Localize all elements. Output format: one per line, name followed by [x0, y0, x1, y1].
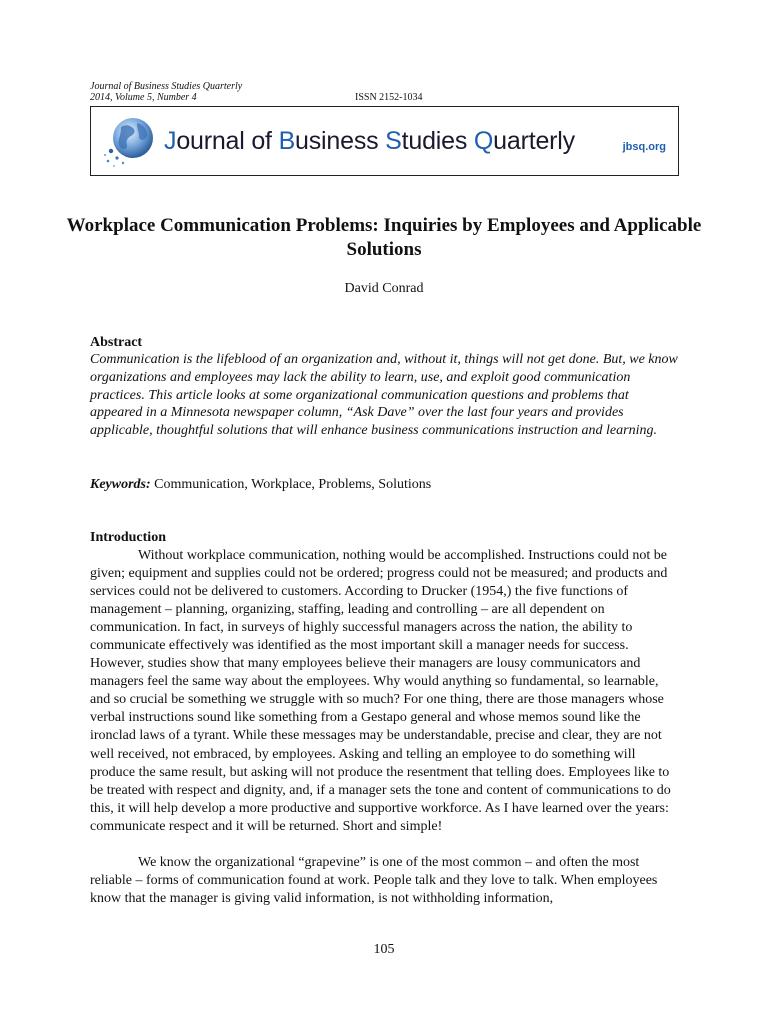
issn-label: ISSN 2152-1034 [355, 92, 423, 103]
keywords-line [90, 477, 680, 493]
abstract-heading: Abstract [90, 335, 143, 350]
keywords-label: Keywords: [90, 477, 151, 492]
volume-line: 2014, Volume 5, Number 4 [90, 92, 197, 103]
journal-name-line: Journal of Business Studies Quarterly [90, 81, 243, 92]
journal-banner [90, 106, 679, 176]
keywords-value: Communication, Workplace, Problems, Solutions [154, 477, 432, 492]
banner-journal-title: Journal of Business Studies Quarterly [164, 127, 575, 155]
abstract-body: Communication is the lifeblood of an organization and, without it, things will not get done. But, we know organizations and employees may lack the ability to learn, use, and exploit good communication practices. This article looks at some organizational communication questions and problems that appeared in a Minnesota newspaper column, “Ask Dave” over the last four years and provides applicable, thoughtful solutions that will enhance business communications instruction and learning. [90, 352, 678, 439]
journal-citation [90, 81, 242, 103]
paragraph: Without workplace communication, nothing would be accomplished. Instructions could not be given; equipment and supplies could not be ordered; progress could not be measured; and products and services could not be delivered to customers. According to Drucker (1954,) the five functions of management – planning, organizing, staffing, leading and controlling – are all dependent on communication. In fact, in surveys of highly successful managers across the nation, the ability to communicate effectively was identified as the most important skill a manager needs for success. However, studies show that many employees believe their managers are lousy communicators and managers feel the same way about the employees. Why would anything so fundamental, so learnable, and so crucial be something we struggle with so much? For one thing, there are those managers whose verbal instructions sound like something from a Gestapo general and whose memos sound like the ironclad laws of a tyrant. While these messages may be understandable, precise and clear, they are not well received, not embraced, by employees. Asking and telling an employee to do something will produce the same result, but asking will not produce the resentment that telling does. Employees like to be treated with respect and dignity, and, if a manager sets the tone and content of communications to do this, it will help develop a more productive and supportive workforce. As I have learned over the years: communicate respect and it will be returned. Short and simple! [90, 548, 671, 834]
article-author: David Conrad [344, 281, 424, 296]
journal-url-link[interactable]: jbsq.org [622, 141, 666, 153]
page-number: 105 [373, 942, 395, 957]
globe-logo-icon [99, 111, 163, 171]
article-title: Workplace Communication Problems: Inquiries by Employees and Applicable Solutions [66, 215, 702, 260]
introduction-body [90, 547, 680, 908]
paragraph: We know the organizational “grapevine” is one of the most common – and often the most reliable – forms of communication found at work. People talk and they love to talk. When employees know that the manager is giving valid information, is not withholding information, [90, 854, 658, 906]
introduction-heading: Introduction [90, 530, 166, 545]
